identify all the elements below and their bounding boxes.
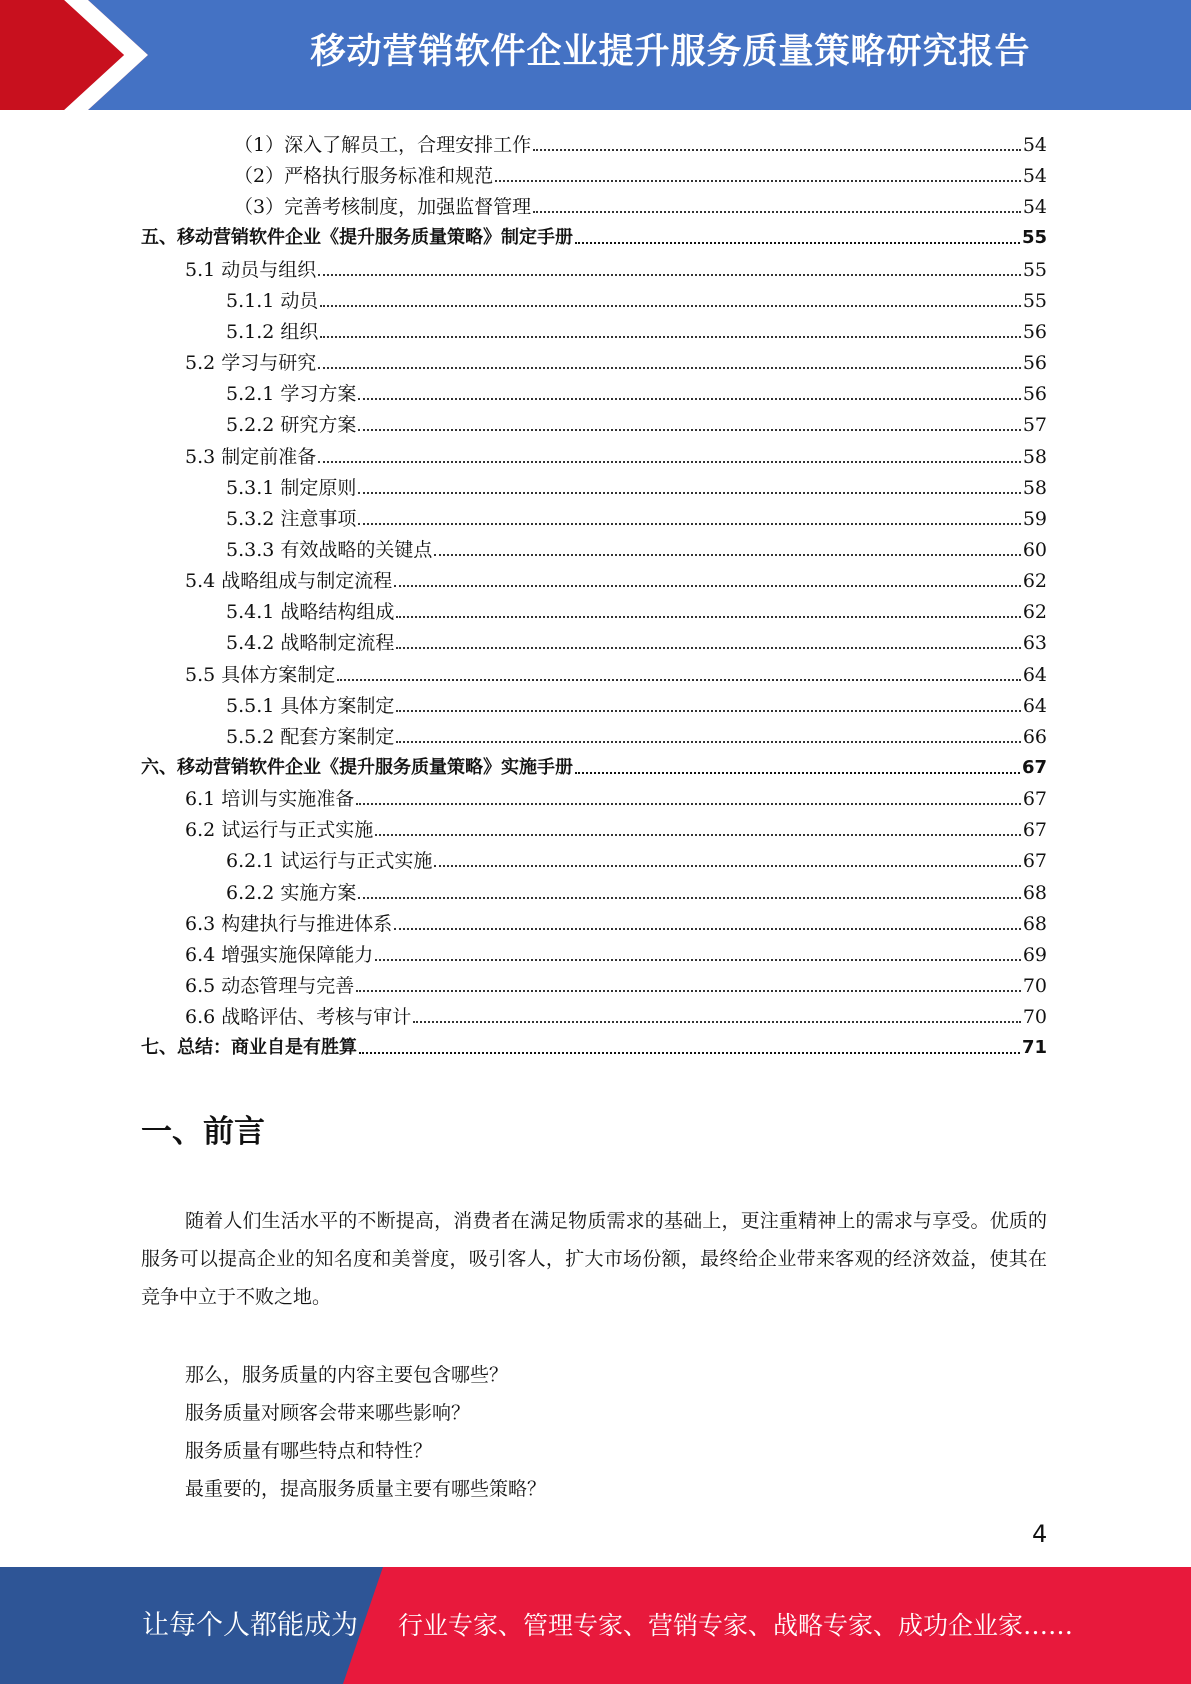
toc-leader-dots xyxy=(356,803,1021,805)
footer-slogan-right: 行业专家、管理专家、营销专家、战略专家、成功企业家…… xyxy=(398,1611,1074,1640)
intro-paragraph: 随着人们生活水平的不断提高，消费者在满足物质需求的基础上，更注重精神上的需求与享受。优质的服务可以提高企业的知名度和美誉度，吸引客人，扩大市场份额，最终给企业带来客观的经济效益，使其在竞争中立于不败之地。 xyxy=(141,1210,1047,1308)
toc-leader-dots xyxy=(575,242,1020,244)
question-list xyxy=(185,1356,546,1508)
toc-entry-title: 6.6 战略评估、考核与审计 xyxy=(185,1006,412,1029)
toc-entry[interactable] xyxy=(234,157,1047,188)
toc-entry-title: 6.5 动态管理与完善 xyxy=(185,975,355,998)
toc-entry-title: 5.2.2 研究方案 xyxy=(226,414,357,437)
toc-entry-page: 70 xyxy=(1022,1006,1047,1029)
toc-entry-page: 57 xyxy=(1022,414,1047,437)
question-item: 服务质量对顾客会带来哪些影响？ xyxy=(185,1402,471,1424)
toc-entry[interactable] xyxy=(185,905,1047,936)
toc-entry-page: 63 xyxy=(1022,632,1047,655)
toc-leader-dots xyxy=(375,834,1021,836)
toc-entry-page: 67 xyxy=(1022,788,1047,811)
toc-entry[interactable] xyxy=(185,656,1047,687)
toc-entry-title: （3）完善考核制度，加强监督管理 xyxy=(234,196,532,219)
toc-entry[interactable] xyxy=(226,874,1047,905)
toc-entry[interactable] xyxy=(185,967,1047,998)
toc-entry-page: 56 xyxy=(1022,352,1047,375)
toc-entry[interactable] xyxy=(234,188,1047,219)
toc-entry-title: 5.5 具体方案制定 xyxy=(185,663,336,686)
toc-entry-title: 5.4.1 战略结构组成 xyxy=(226,601,395,624)
page-number: 4 xyxy=(1032,1520,1048,1548)
question-item: 最重要的，提高服务质量主要有哪些策略？ xyxy=(185,1478,547,1500)
toc-entry[interactable] xyxy=(185,438,1047,469)
toc-entry-title: 6.2 试运行与正式实施 xyxy=(185,819,374,842)
toc-entry[interactable] xyxy=(234,126,1047,157)
toc-entry-title: 6.2.1 试运行与正式实施 xyxy=(226,850,433,873)
toc-leader-dots xyxy=(434,865,1020,867)
toc-leader-dots xyxy=(358,492,1020,494)
toc-entry-page: 69 xyxy=(1022,943,1047,966)
toc-entry[interactable] xyxy=(185,936,1047,967)
toc-entry-title: 5.3.3 有效战略的关键点 xyxy=(226,538,433,561)
toc-entry[interactable] xyxy=(226,406,1047,437)
toc-leader-dots xyxy=(533,149,1021,151)
toc-entry-title: 5.2 学习与研究 xyxy=(185,352,317,375)
toc-leader-dots xyxy=(575,772,1020,774)
toc-entry[interactable] xyxy=(141,749,1047,780)
toc-entry-page: 67 xyxy=(1022,850,1047,873)
toc-leader-dots xyxy=(495,180,1021,182)
toc-leader-dots xyxy=(320,336,1020,338)
toc-entry-title: 5.5.2 配套方案制定 xyxy=(226,725,395,748)
toc-entry[interactable] xyxy=(185,780,1047,811)
toc-entry-title: （1）深入了解员工，合理安排工作 xyxy=(234,134,532,156)
toc-leader-dots xyxy=(434,554,1020,556)
toc-entry-title: 5.1.1 动员 xyxy=(226,289,319,312)
toc-leader-dots xyxy=(359,1052,1020,1054)
toc-entry[interactable] xyxy=(185,251,1047,282)
toc-entry-page: 58 xyxy=(1022,476,1047,499)
toc-entry[interactable] xyxy=(226,375,1047,406)
toc-entry-title: 6.3 构建执行与推进体系 xyxy=(185,912,393,935)
toc-leader-dots xyxy=(358,523,1020,525)
toc-entry[interactable] xyxy=(226,687,1047,718)
report-title: 移动营销软件企业提升服务质量策略研究报告 xyxy=(310,32,1031,72)
question-item: 服务质量有哪些特点和特性？ xyxy=(185,1440,433,1462)
toc-entry[interactable] xyxy=(226,469,1047,500)
toc-entry-title: 6.1 培训与实施准备 xyxy=(185,788,355,811)
toc-leader-dots xyxy=(320,305,1020,307)
toc-entry-page: 56 xyxy=(1022,383,1047,406)
toc-leader-dots xyxy=(394,585,1021,587)
toc-entry-title: 5.1.2 组织 xyxy=(226,320,319,343)
toc-leader-dots xyxy=(358,429,1020,431)
question-item: 那么，服务质量的内容主要包含哪些？ xyxy=(185,1364,509,1386)
toc-entry-page: 54 xyxy=(1022,196,1047,219)
toc-entry-title: 6.4 增强实施保障能力 xyxy=(185,943,374,966)
toc-leader-dots xyxy=(358,897,1020,899)
toc-leader-dots xyxy=(318,461,1021,463)
toc-entry-title: （2）严格执行服务标准和规范 xyxy=(234,165,494,188)
toc-entry-title: 5.1 动员与组织 xyxy=(185,258,317,281)
toc-entry-page: 66 xyxy=(1022,725,1047,748)
toc-entry[interactable] xyxy=(226,718,1047,749)
toc-leader-dots xyxy=(358,398,1020,400)
toc-entry-page: 56 xyxy=(1022,320,1047,343)
toc-leader-dots xyxy=(356,990,1021,992)
toc-entry-page: 64 xyxy=(1022,663,1047,686)
toc-entry-title: 5.3.1 制定原则 xyxy=(226,476,357,499)
toc-entry-page: 64 xyxy=(1022,694,1047,717)
toc-entry-title: 5.4.2 战略制定流程 xyxy=(226,632,395,655)
toc-entry[interactable] xyxy=(226,500,1047,531)
toc-entry-page: 54 xyxy=(1022,165,1047,188)
toc-entry[interactable] xyxy=(226,282,1047,313)
toc-entry-page: 70 xyxy=(1022,975,1047,998)
toc-entry[interactable] xyxy=(141,1029,1047,1060)
toc-leader-dots xyxy=(375,959,1021,961)
toc-entry-page: 58 xyxy=(1022,445,1047,468)
toc-entry-page: 55 xyxy=(1021,227,1047,249)
toc-leader-dots xyxy=(318,367,1021,369)
toc-entry-page: 67 xyxy=(1021,757,1047,778)
toc-entry-page: 59 xyxy=(1022,507,1047,530)
page-footer xyxy=(0,1567,1191,1684)
footer-slogan-left: 让每个人都能成为 xyxy=(142,1610,358,1641)
toc-entry-title: 5.2.1 学习方案 xyxy=(226,383,357,406)
toc-leader-dots xyxy=(396,647,1020,649)
toc-entry-title: 5.5.1 具体方案制定 xyxy=(226,694,395,717)
toc-leader-dots xyxy=(413,1021,1021,1023)
toc-leader-dots xyxy=(318,274,1021,276)
toc-leader-dots xyxy=(396,710,1020,712)
toc-entry[interactable] xyxy=(185,344,1047,375)
section-heading: 一、前言 xyxy=(141,1114,265,1150)
toc-entry-page: 71 xyxy=(1021,1037,1047,1059)
toc-entry-page: 68 xyxy=(1022,912,1047,935)
toc-leader-dots xyxy=(394,928,1021,930)
toc-leader-dots xyxy=(533,211,1021,213)
toc-leader-dots xyxy=(337,679,1021,681)
toc-entry[interactable] xyxy=(226,593,1047,624)
toc-entry-title: 5.4 战略组成与制定流程 xyxy=(185,570,393,593)
toc-leader-dots xyxy=(396,741,1020,743)
toc-entry-title: 七、总结：商业自是有胜算 xyxy=(141,1037,357,1059)
toc-entry-page: 60 xyxy=(1022,538,1047,561)
toc-entry-page: 55 xyxy=(1022,289,1047,312)
toc-entry-title: 5.3 制定前准备 xyxy=(185,445,317,468)
toc-entry-page: 62 xyxy=(1022,601,1047,624)
toc-entry[interactable] xyxy=(226,624,1047,655)
toc-entry[interactable] xyxy=(185,811,1047,842)
toc-entry[interactable] xyxy=(185,998,1047,1029)
toc-entry[interactable] xyxy=(185,562,1047,593)
toc-entry-page: 62 xyxy=(1022,570,1047,593)
toc-entry-page: 54 xyxy=(1022,134,1047,156)
toc-entry-title: 五、移动营销软件企业《提升服务质量策略》制定手册 xyxy=(141,227,573,249)
toc-entry-title: 六、移动营销软件企业《提升服务质量策略》实施手册 xyxy=(141,757,573,778)
toc-entry[interactable] xyxy=(226,842,1047,873)
toc-entry[interactable] xyxy=(226,313,1047,344)
toc-leader-dots xyxy=(396,616,1020,618)
page-header xyxy=(0,0,1191,110)
toc-entry-title: 6.2.2 实施方案 xyxy=(226,881,357,904)
toc-entry[interactable] xyxy=(141,219,1047,250)
toc-entry-page: 55 xyxy=(1022,258,1047,281)
toc-entry-page: 68 xyxy=(1022,881,1047,904)
toc-entry-title: 5.3.2 注意事项 xyxy=(226,507,357,530)
toc-entry[interactable] xyxy=(226,531,1047,562)
toc-entry-page: 67 xyxy=(1022,819,1047,842)
